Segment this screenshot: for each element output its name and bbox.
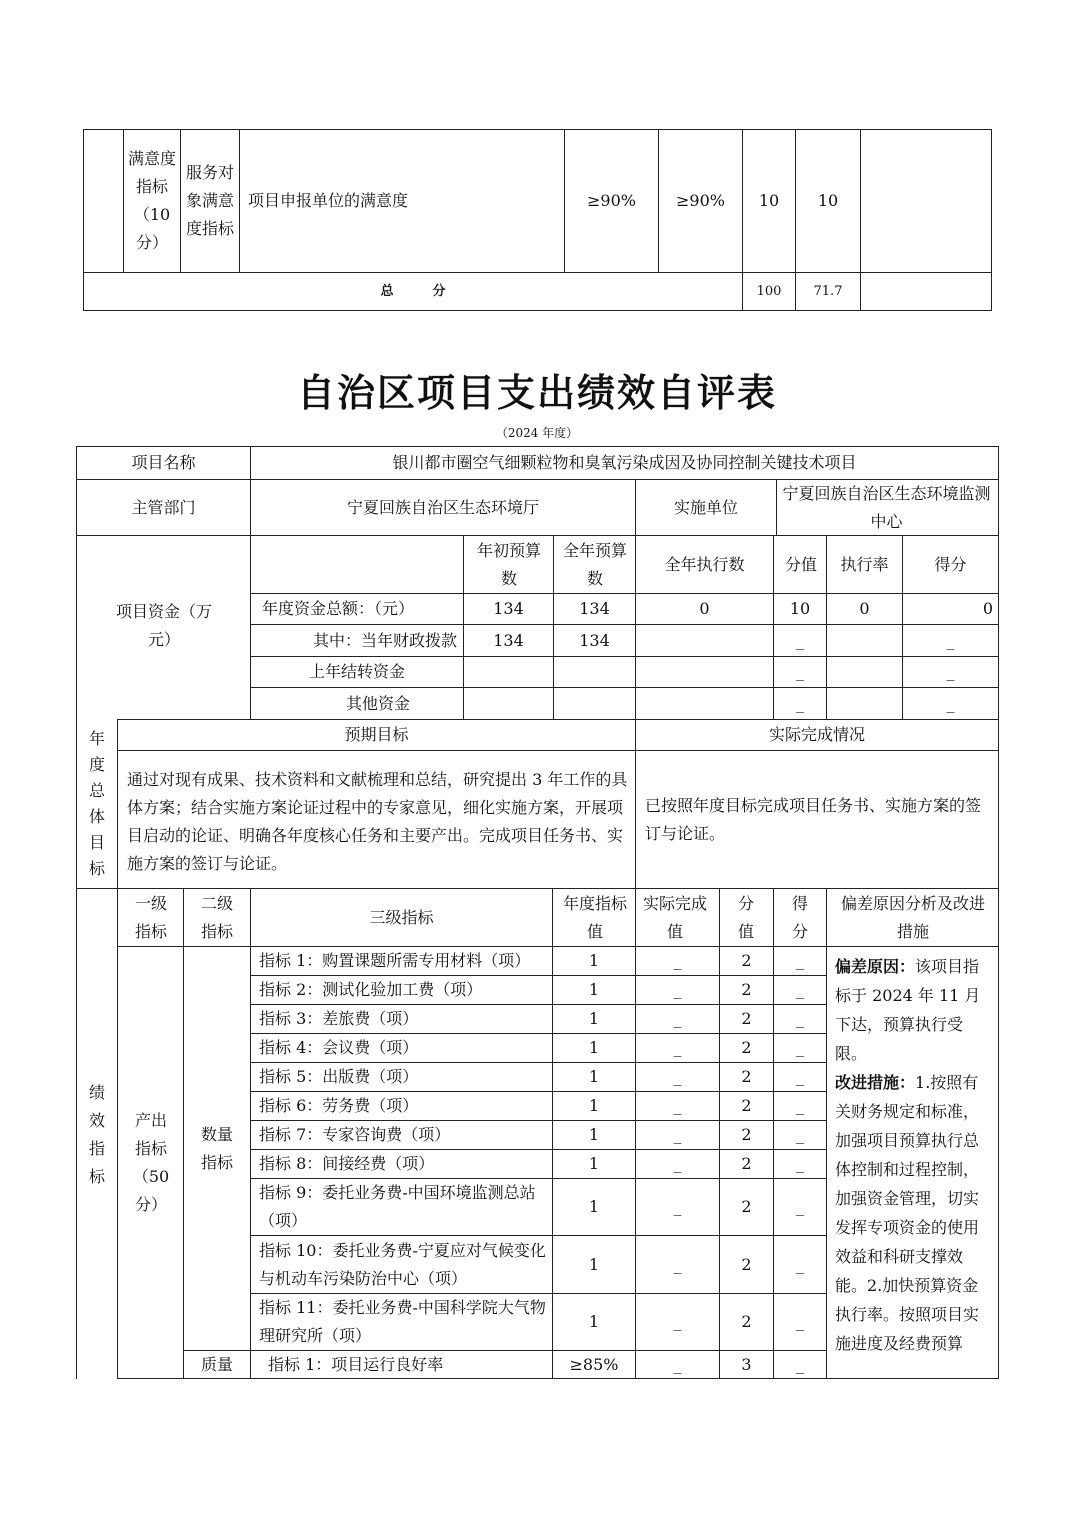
page-title: 自治区项目支出绩效自评表 (296, 370, 777, 415)
perf-row-score: _ (796, 1354, 804, 1374)
perf-row-weight: 2 (741, 1125, 752, 1144)
top-score: 10 (817, 191, 839, 210)
perf-row-weight: 2 (741, 980, 752, 999)
col-rate: 执行率 (840, 554, 889, 574)
perf-row-target: 1 (588, 1254, 600, 1274)
fund-row-score: _ (946, 693, 955, 713)
perf-row-name: 指标 11：委托业务费-中国科学院大气物理研究所（项） (259, 1298, 546, 1345)
perf-row-score: _ (796, 1197, 804, 1216)
fund-row-score: _ (946, 630, 955, 650)
h-reason: 偏差原因分析及改进措施 (840, 893, 985, 941)
fund-row-score: _ (946, 662, 955, 681)
top-indicator: 项目申报单位的满意度 (248, 191, 409, 210)
reason-text (835, 952, 985, 1358)
fund-row-weight: 10 (789, 599, 811, 618)
reason-improve: 1.按照有关财务规定和标准，加强项目预算执行总体控制和过程控制，加强资金管理，切实发挥专项资金的使用效益和科研支撑效能。2.加快预算资金执行率。按照项目实施进度及经费预算 (835, 1073, 980, 1353)
h-l3: 三级指标 (369, 907, 434, 927)
top-actual: ≥90% (676, 191, 725, 210)
perf-row-score: _ (796, 951, 804, 970)
year-label: （2024 年度） (495, 426, 579, 440)
col-initial: 年初预算数 (476, 540, 541, 588)
fund-row-name: 其他资金 (345, 693, 410, 713)
perf-row-weight: 2 (741, 1197, 752, 1216)
fund-row-weight: _ (796, 630, 804, 650)
perf-row-name: 指标 1：购置课题所需专用材料（项） (259, 951, 531, 970)
perf-row-score: _ (796, 980, 804, 999)
fund-row-exec: 0 (699, 599, 710, 618)
fund-row-score: 0 (982, 599, 993, 618)
perf-row-score: _ (796, 1038, 804, 1057)
fund-row-name: 上年结转资金 (308, 662, 405, 681)
expected-goal: 通过对现有成果、技术资料和文献梳理和总结，研究提出 3 年工作的具体方案；结合实施方案论证过程中的专家意见，细化实施方案，开展项目启动的论证、明确各年度核心任务和主要产出。完成项目任务书、实施方案的签订与论证。 (127, 770, 628, 873)
reason-title-improve: 改进措施： (835, 1073, 916, 1092)
perf-row-weight: 2 (741, 1038, 752, 1057)
perf-row-actual: _ (673, 1254, 682, 1274)
total-weight: 100 (756, 283, 782, 299)
h-l1: 一级指标 (134, 893, 167, 941)
fund-row-initial: 134 (493, 630, 524, 650)
perf-row-name: 指标 6：劳务费（项） (259, 1096, 419, 1115)
perf-row-actual: _ (673, 1354, 682, 1374)
expected-label: 预期目标 (344, 725, 409, 744)
l2-quantity: 数量指标 (200, 1124, 233, 1172)
perf-row-name: 指标 7：专家咨询费（项） (259, 1125, 451, 1144)
fund-row-full: 134 (579, 599, 610, 618)
dept: 宁夏回族自治区生态环境厅 (346, 497, 539, 517)
perf-row-name: 指标 5：出版费（项） (259, 1067, 419, 1086)
perf-row-name: 指标 3：差旅费（项） (259, 1009, 419, 1028)
perf-row-actual: _ (673, 1154, 682, 1173)
col-full: 全年预算数 (562, 540, 627, 588)
perf-row-weight: 2 (741, 1254, 752, 1274)
fund-row-name: 其中：当年财政拨款 (312, 630, 457, 650)
h-weight: 分值 (737, 893, 754, 941)
perf-row-actual: _ (673, 1067, 682, 1086)
perf-side-label: 绩效指标 (88, 1083, 105, 1186)
fund-row-weight: _ (796, 693, 804, 713)
col-exec: 全年执行数 (664, 554, 745, 574)
perf-row-weight: 2 (741, 1312, 752, 1331)
perf-row-name: 指标 4：会议费（项） (259, 1038, 419, 1057)
project-name: 银川都市圈空气细颗粒物和臭氧污染成因及协同控制关键技术项目 (392, 453, 857, 472)
perf-row-weight: 3 (741, 1354, 752, 1374)
col-score: 得分 (934, 554, 967, 574)
perf-row-target: 1 (588, 1154, 600, 1173)
top-weight: 10 (758, 191, 780, 210)
fund-row-rate: 0 (859, 599, 870, 618)
dept-label: 主管部门 (131, 497, 196, 517)
perf-row-weight: 2 (741, 1067, 752, 1086)
perf-row-name: 指标 1：项目运行良好率 (268, 1354, 444, 1374)
h-target: 年度指标值 (562, 893, 627, 941)
h-l2: 二级指标 (200, 893, 233, 941)
l2-quality: 质量 (200, 1354, 233, 1374)
perf-row-target: 1 (588, 1038, 600, 1057)
fund-row-name: 年度资金总额：（元） (262, 599, 415, 618)
top-category: 满意度指标（10分） (128, 149, 177, 252)
perf-row-target: 1 (588, 1067, 600, 1086)
project-name-label: 项目名称 (131, 453, 196, 472)
perf-row-actual: _ (673, 1038, 682, 1057)
unit: 宁夏回族自治区生态环境监测中心 (782, 483, 991, 531)
funds-label: 项目资金（万元） (115, 602, 212, 649)
perf-row-weight: 2 (741, 1096, 752, 1115)
perf-row-weight: 2 (741, 1154, 752, 1173)
perf-row-name: 指标 9：委托业务费-中国环境监测总站（项） (259, 1183, 536, 1230)
perf-row-target: 1 (588, 1125, 600, 1144)
fund-row-weight: _ (796, 662, 804, 681)
goals-side-label: 年度总体目标 (88, 729, 105, 878)
reason-title-deviation: 偏差原因： (835, 957, 916, 976)
perf-row-score: _ (796, 1096, 804, 1115)
perf-row-target: 1 (588, 1096, 600, 1115)
perf-row-target: 1 (588, 1312, 600, 1331)
l1-output: 产出指标（50分） (132, 1110, 170, 1214)
perf-row-target: 1 (588, 1197, 600, 1216)
perf-row-score: _ (796, 1067, 804, 1086)
perf-row-actual: _ (673, 951, 682, 970)
perf-row-actual: _ (673, 1197, 682, 1216)
perf-row-score: _ (796, 1312, 804, 1331)
total-label: 总 分 (380, 283, 446, 299)
perf-row-weight: 2 (741, 1009, 752, 1028)
top-target: ≥90% (587, 191, 636, 210)
perf-row-weight: 2 (741, 951, 752, 970)
perf-row-actual: _ (673, 1312, 682, 1331)
perf-row-actual: _ (673, 1009, 682, 1028)
perf-row-target: 1 (588, 951, 600, 970)
total-score: 71.7 (813, 283, 843, 299)
perf-row-score: _ (796, 1154, 804, 1173)
perf-row-target: ≥85% (569, 1354, 619, 1374)
perf-row-score: _ (796, 1125, 804, 1144)
perf-row-score: _ (796, 1254, 804, 1274)
perf-row-target: 1 (588, 1009, 600, 1028)
perf-row-actual: _ (673, 980, 682, 999)
perf-row-target: 1 (588, 980, 600, 999)
h-score: 得分 (791, 893, 808, 941)
perf-row-name: 指标 8：间接经费（项） (259, 1154, 435, 1173)
fund-row-full: 134 (579, 630, 610, 650)
actual-label: 实际完成情况 (768, 725, 865, 744)
perf-row-score: _ (796, 1009, 804, 1028)
col-weight: 分值 (784, 554, 817, 574)
perf-row-name: 指标 10：委托业务费-宁夏应对气候变化与机动车污染防治中心（项） (259, 1240, 546, 1288)
perf-row-name: 指标 2：测试化验加工费（项） (259, 980, 483, 999)
fund-row-initial: 134 (493, 599, 524, 618)
actual-result: 已按照年度目标完成项目任务书、实施方案的签订与论证。 (645, 796, 982, 843)
perf-row-actual: _ (673, 1125, 682, 1144)
reason-deviation: 该项目指标于 2024 年 11 月下达，预算执行受限。 (835, 957, 981, 1063)
top-subcategory: 服务对象满意度指标 (185, 163, 234, 238)
h-actual: 实际完成值 (642, 893, 707, 941)
unit-label: 实施单位 (673, 497, 738, 517)
perf-row-actual: _ (673, 1096, 682, 1115)
